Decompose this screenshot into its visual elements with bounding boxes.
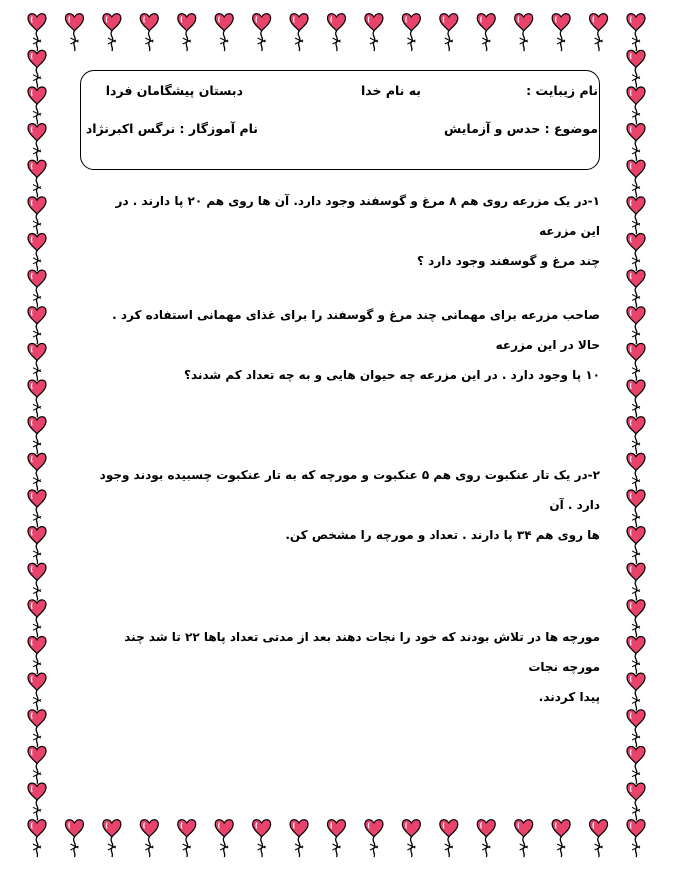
teacher-name: نام آموزگار : نرگس اکبرنژاد — [85, 121, 258, 136]
heart-balloon-icon — [627, 600, 645, 637]
heart-balloon-icon — [590, 820, 608, 857]
heart-balloon-icon — [28, 600, 46, 637]
heart-balloon-icon — [627, 160, 645, 197]
heart-balloon-icon — [365, 14, 383, 51]
heart-balloon-icon — [627, 307, 645, 344]
heart-balloon-icon — [28, 234, 46, 271]
heart-balloon-icon — [552, 14, 570, 51]
heart-balloon-icon — [590, 14, 608, 51]
heart-balloon-icon — [627, 820, 645, 857]
question-1 — [92, 186, 600, 276]
school-name: دبستان پیشگامان فردا — [105, 83, 243, 98]
heart-balloon-icon — [28, 710, 46, 747]
heart-balloon-icon — [28, 380, 46, 417]
heart-balloon-icon — [215, 14, 233, 51]
heart-balloon-icon — [627, 417, 645, 454]
student-name-label: نام زیبایت : — [526, 83, 598, 98]
heart-balloon-icon — [477, 14, 495, 51]
heart-balloon-icon — [328, 14, 346, 51]
heart-balloon-icon — [103, 14, 121, 51]
heart-balloon-icon — [515, 820, 533, 857]
heart-balloon-icon — [28, 563, 46, 600]
heart-balloon-icon — [28, 50, 46, 87]
heart-balloon-icon — [28, 746, 46, 783]
heart-balloon-icon — [28, 820, 46, 857]
heart-balloon-icon — [627, 380, 645, 417]
question-2-line-2: ها روی هم ۳۴ پا دارند . تعداد و مورچه را مشخص کن. — [285, 528, 600, 542]
heart-balloon-icon — [178, 820, 196, 857]
question-2 — [92, 460, 600, 550]
heart-balloon-icon — [627, 14, 645, 51]
heart-balloon-icon — [215, 820, 233, 857]
heart-balloon-icon — [290, 14, 308, 51]
question-2-followup — [92, 622, 600, 712]
heart-balloon-icon — [627, 746, 645, 783]
heart-balloon-icon — [627, 490, 645, 527]
heart-balloon-icon — [627, 710, 645, 747]
heart-balloon-icon — [253, 14, 271, 51]
heart-balloon-icon — [290, 820, 308, 857]
heart-balloon-icon — [328, 820, 346, 857]
heart-balloon-icon — [627, 527, 645, 564]
heart-balloon-icon — [28, 343, 46, 380]
heart-balloon-icon — [440, 820, 458, 857]
heart-balloon-icon — [140, 820, 158, 857]
heart-balloon-icon — [552, 820, 570, 857]
heart-balloon-icon — [178, 14, 196, 51]
heart-balloon-icon — [440, 14, 458, 51]
heart-balloon-icon — [28, 673, 46, 710]
question-1-followup — [92, 300, 600, 390]
bismillah-heading: به نام خدا — [360, 83, 421, 98]
heart-balloon-icon — [28, 453, 46, 490]
question-2-followup-line-1: مورچه ها در تلاش بودند که خود را نجات دهند بعد از مدتی تعداد پاها ۲۲ تا شد چند مورچه نجات — [124, 630, 600, 674]
heart-balloon-icon — [28, 124, 46, 161]
heart-balloon-icon — [28, 197, 46, 234]
heart-balloon-icon — [28, 490, 46, 527]
heart-balloon-icon — [28, 160, 46, 197]
question-1-line-2: چند مرغ و گوسفند وجود دارد ؟ — [417, 254, 600, 268]
heart-balloon-icon — [627, 87, 645, 124]
heart-balloon-icon — [627, 50, 645, 87]
heart-balloon-icon — [365, 820, 383, 857]
heart-balloon-icon — [28, 307, 46, 344]
heart-balloon-icon — [627, 270, 645, 307]
subject-line: موضوع : حدس و آزمایش — [444, 121, 598, 136]
heart-balloon-icon — [28, 637, 46, 674]
heart-balloon-icon — [627, 453, 645, 490]
heart-balloon-icon — [253, 820, 271, 857]
heart-balloon-icon — [477, 820, 495, 857]
heart-balloon-icon — [627, 563, 645, 600]
heart-balloon-icon — [627, 343, 645, 380]
heart-balloon-icon — [28, 270, 46, 307]
heart-balloon-icon — [28, 527, 46, 564]
heart-balloon-icon — [627, 197, 645, 234]
question-1-line-1: ۱-در یک مزرعه روی هم ۸ مرغ و گوسفند وجود دارد. آن ها روی هم ۲۰ پا دارند . در این مزرعه — [115, 194, 600, 238]
heart-balloon-icon — [65, 14, 83, 51]
question-1-followup-line-2: ۱۰ پا وجود دارد . در این مزرعه چه حیوان هایی و به چه تعداد کم شدند؟ — [184, 368, 600, 382]
heart-balloon-icon — [28, 783, 46, 820]
heart-balloon-icon — [515, 14, 533, 51]
heart-balloon-icon — [627, 673, 645, 710]
heart-balloon-icon — [103, 820, 121, 857]
heart-balloon-icon — [627, 783, 645, 820]
heart-balloon-icon — [402, 820, 420, 857]
heart-balloon-icon — [65, 820, 83, 857]
question-1-followup-line-1: صاحب مزرعه برای مهمانی چند مرغ و گوسفند را برای غذای مهمانی استفاده کرد . حالا در این مزرعه — [112, 308, 600, 352]
heart-balloon-icon — [28, 417, 46, 454]
question-2-followup-line-2: پیدا کردند. — [538, 690, 600, 704]
heart-balloon-icon — [627, 637, 645, 674]
question-2-line-1: ۲-در یک تار عنکبوت روی هم ۵ عنکبوت و مورچه که به تار عنکبوت چسبیده بودند وجود دارد . آن — [99, 468, 600, 512]
heart-balloon-icon — [28, 14, 46, 51]
heart-balloon-icon — [402, 14, 420, 51]
heart-balloon-icon — [627, 234, 645, 271]
heart-balloon-icon — [28, 87, 46, 124]
heart-balloon-icon — [627, 124, 645, 161]
heart-balloon-icon — [140, 14, 158, 51]
